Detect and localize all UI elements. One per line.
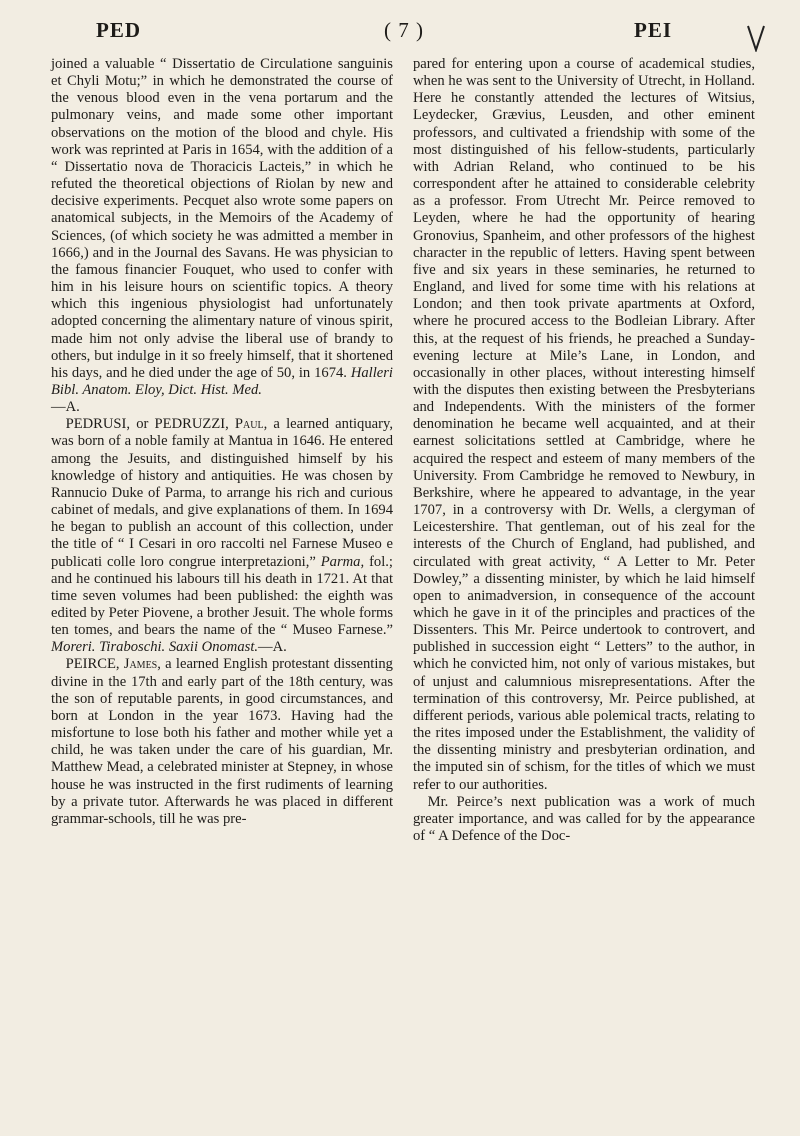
peirce-forename: James, [123, 656, 161, 673]
pedrusi-references: Moreri. Tiraboschi. Saxii Onomast. [51, 639, 259, 656]
running-head-left: PED [96, 18, 141, 42]
page-header [44, 18, 770, 52]
corner-mark-icon [746, 24, 766, 52]
entry-peirce: PEIRCE, James, a learned English protestant dissenting divine in the 17th and early part of the 18th century, was the son of reputable parents, in good circumstances, and born at London in the year 1673. Having had the misfortune to lose both his father and mother while yet a child, he was taken under the care of his guardian, Mr. Matthew Mead, a celebrated minister at Stepney, in whose house he was instructed in the first rudiments of learning by a private tutor. Afterwards he was placed in different grammar-schools, till he was pre- [51, 656, 393, 827]
entry-pecquet-continued: joined a valuable “ Dissertatio de Circulatione sanguinis et Chyli Motu;” in which he demonstrated the course of the venous blood even in the vena portarum and the pulmonary veins, and made some other important observations on the motion of the blood and chyle. His work was reprinted at Paris in 1654, with the addition of a “ Dissertatio nova de Thoracicis Lacteis,” in which he refuted the theoretical objections of Riolan by new and decisive experiments. Pecquet also wrote some papers on anatomical subjects, in the Memoirs of the Academy of Sciences, (of which society he was admitted a member in 1666,) and in the Journal des Savans. He was physician to the famous financier Fouquet, who used to confer with him in his leisure hours on scientific topics. A theory which this ingenious physiologist had unfortunately adopted concerning the alimentary nature of vinous spirit, made him not only advise the liberal use of brandy to others, but indulge in it so freely himself, that it shortened his days, and he died under the age of 50, in 1674. Halleri Bibl. Anatom. Eloy, Dict. Hist. Med. —A. [51, 56, 393, 416]
pedrusi-headword: PEDRUSI, or PEDRUZZI, [65, 416, 229, 433]
left-column [51, 56, 393, 828]
running-head-right: PEI [634, 18, 673, 42]
peirce-headword: PEIRCE, [65, 656, 120, 673]
peirce-paragraph-1: pared for entering upon a course of academical studies, when he was sent to the University of Utrecht, in Holland. Here he constantly attended the lectures of Witsius, Leydecker, Grævius, Leusden, and other eminent professors, and cultivated a friendship with some of the most distinguished of his fellow-students, particularly with Adrian Reland, who continued to be his correspondent after he attained to considerable celebrity as a professor. From Utrecht Mr. Peirce removed to Leyden, where he had the opportunity of hearing Gronovius, Spanheim, and other professors of the highest character in the republic of letters. Having spent between five and six years in these seminaries, he returned to England, and lived for some time with his relations at London; and then took private apartments at Oxford, where he procured access to the Bodleian Library. After this, at the request of his friends, he preached a Sunday-evening lecture at Mile’s Lane, in London, and occasionally in other places, without interesting himself with the disputes then existing between the Presbyterians and Independents. With the ministers of the former denomination he became well acquainted, and at their earnest solicitations settled at Cambridge, where he acquired the respect and esteem of many members of the University. From Cambridge he removed to Newbury, in Berkshire, where he appeared to advantage, in the year 1707, in a controversy with Dr. Wells, a clergyman of Leicestershire. That gentleman, out of his zeal for the interests of the Church of England, had published, and circulated with great activity, “ A Letter to Mr. Peter Dowley,” a dissenting minister, by which he laid himself open to animadversion, in consequence of the account which he gave in it of the principles and practices of the Dissenters. This Mr. Peirce undertook to controvert, and published in succession eight “ Letters” to the author, in which he convicted him, not only of various mistakes, but of unjust and calumnious misrepresentations. After the termination of this controversy, Mr. Peirce published, at different periods, various able polemical tracts, relating to the rites imposed under the Establishment, the validity of the dissenting ministry and presbyterian ordination, and the imputed sin of schism, for the titles of which we must refer to our authorities. [413, 56, 755, 793]
pecquet-signature: —A. [51, 399, 80, 416]
pedrusi-forename: Paul, [234, 416, 268, 433]
page-number: ( 7 ) [384, 18, 424, 42]
pecquet-references: Halleri Bibl. Anatom. Eloy, Dict. Hist. Med. [51, 364, 393, 398]
right-column [413, 56, 755, 845]
pedrusi-signature: —A. [258, 639, 287, 656]
entry-pedrusi: PEDRUSI, or PEDRUZZI, Paul, a learned antiquary, was born of a noble family at Mantua in 1646. He entered among the Jesuits, and distinguished himself by his knowledge of history and antiquities. He was chosen by Rannucio Duke of Parma, to arrange his rich and curious cabinet of medals, and give explanations of them. In 1694 he began to publish an account of this collection, under the title of “ I Cesari in oro raccolti nel Farnese Museo e publicati colle loro congrue interpretazioni,” Parma, fol.; and he continued his labours till his death in 1721. At that time seven volumes had been published: the eighth was edited by Peter Piovene, a brother Jesuit. The whole forms ten tomes, and bears the name of the “ Museo Farnese.” Moreri. Tiraboschi. Saxii Onomast.—A. [51, 416, 393, 656]
peirce-paragraph-2: Mr. Peirce’s next publication was a work of much greater importance, and was called for by the appearance of “ A Defence of the Doc- [413, 793, 755, 845]
